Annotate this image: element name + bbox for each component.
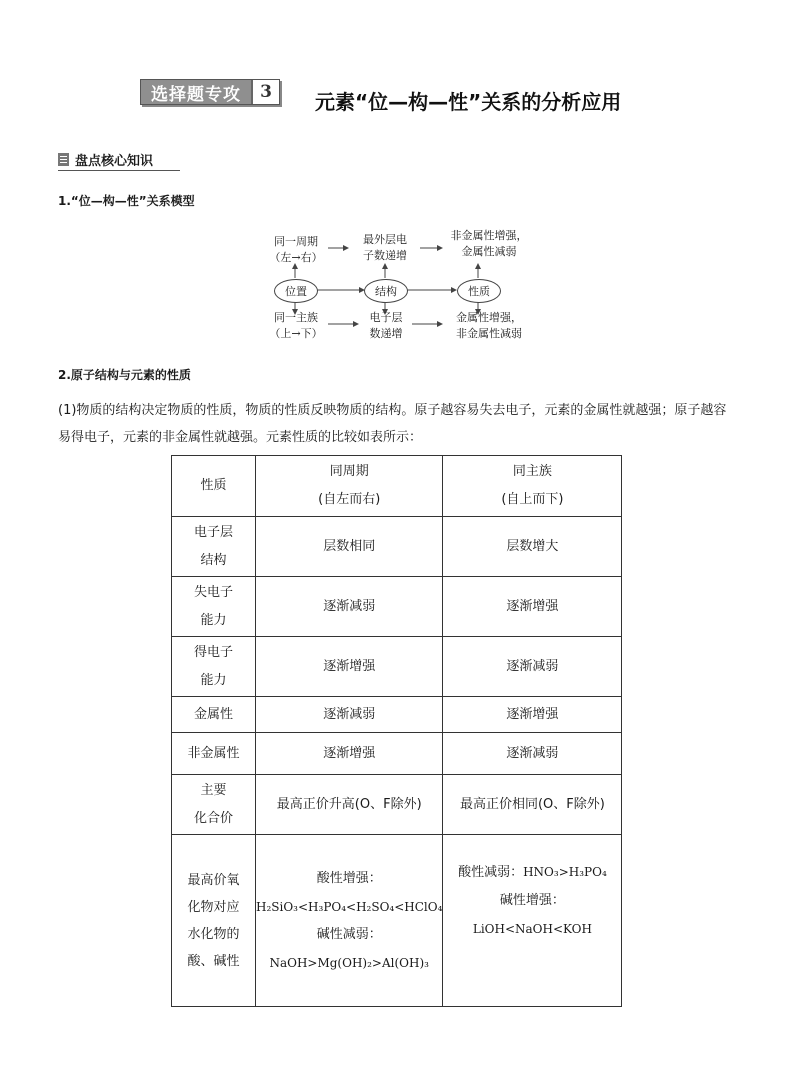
group-cell: 逐渐减弱	[443, 733, 622, 775]
table-row	[172, 637, 622, 697]
diagram-top-mid: 最外层电 子数递增	[363, 233, 407, 262]
table-row	[172, 577, 622, 637]
table-header-row	[172, 456, 622, 517]
row-label: 非金属性	[172, 733, 256, 775]
row-label: 失电子 能力	[172, 577, 256, 637]
diagram-bottom-right: 金属性增强， 非金属性减弱	[456, 311, 522, 340]
period-acid-base-cell: 酸性增强： H₂SiO₃<H₃PO₄<H₂SO₄<HClO₄ 碱性减弱： NaOH>Mg(OH)₂>Al(OH)₃	[256, 835, 443, 1007]
page-title: 元素“位—构—性”关系的分析应用	[315, 90, 622, 114]
header-group: 同主族 (自上而下)	[443, 456, 622, 517]
period-cell: 逐渐减弱	[256, 577, 443, 637]
group-cell: 逐渐增强	[443, 577, 622, 637]
relation-diagram	[260, 228, 550, 346]
group-cell: 最高正价相同(O、F除外)	[443, 775, 622, 835]
subheading-model: 1.“位—构—性”关系模型	[58, 194, 195, 208]
group-acid-base-cell: 酸性减弱：HNO₃>H₃PO₄ 碱性增强： LiOH<NaOH<KOH	[443, 835, 622, 1007]
period-cell: 逐渐增强	[256, 733, 443, 775]
diagram-top-left: 同一周期 （左→右）	[269, 235, 323, 264]
period-cell: 层数相同	[256, 517, 443, 577]
section-title: 盘点核心知识	[75, 154, 154, 169]
group-cell: 层数增大	[443, 517, 622, 577]
table-row	[172, 517, 622, 577]
node-position: 位置	[274, 279, 318, 303]
header-property: 性质	[172, 456, 256, 517]
diagram-top-right: 非金属性增强， 金属性减弱	[450, 229, 528, 258]
section-heading	[58, 150, 153, 169]
group-cell: 逐渐减弱	[443, 637, 622, 697]
table-row	[172, 697, 622, 733]
group-cell: 逐渐增强	[443, 697, 622, 733]
table-row	[172, 775, 622, 835]
period-cell: 逐渐增强	[256, 637, 443, 697]
row-label: 金属性	[172, 697, 256, 733]
row-label: 最高价氧 化物对应 水化物的 酸、碱性	[172, 835, 256, 1007]
table-row	[172, 733, 622, 775]
document-icon	[58, 153, 69, 166]
diagram-bottom-left: 同一主族 （上→下）	[269, 311, 323, 340]
header-period: 同周期 (自左而右)	[256, 456, 443, 517]
table-row-oxide	[172, 835, 622, 1007]
subheading-structure: 2.原子结构与元素的性质	[58, 368, 191, 382]
node-structure: 结构	[364, 279, 408, 303]
period-cell: 最高正价升高(O、F除外)	[256, 775, 443, 835]
badge-label: 选择题专攻	[141, 80, 251, 104]
badge-number: 3	[251, 80, 279, 104]
node-property: 性质	[457, 279, 501, 303]
row-label: 得电子 能力	[172, 637, 256, 697]
period-cell: 逐渐减弱	[256, 697, 443, 733]
row-label: 电子层 结构	[172, 517, 256, 577]
intro-paragraph: (1)物质的结构决定物质的性质，物质的性质反映物质的结构。原子越容易失去电子，元素的金属性就越强；原子越容易得电子，元素的非金属性就越强。元素性质的比较如表所示：	[58, 403, 727, 445]
topic-badge	[140, 79, 280, 105]
row-label: 主要 化合价	[172, 775, 256, 835]
diagram-bottom-mid: 电子层 数递增	[369, 311, 403, 340]
properties-table	[171, 455, 622, 1007]
section-divider	[58, 170, 180, 171]
